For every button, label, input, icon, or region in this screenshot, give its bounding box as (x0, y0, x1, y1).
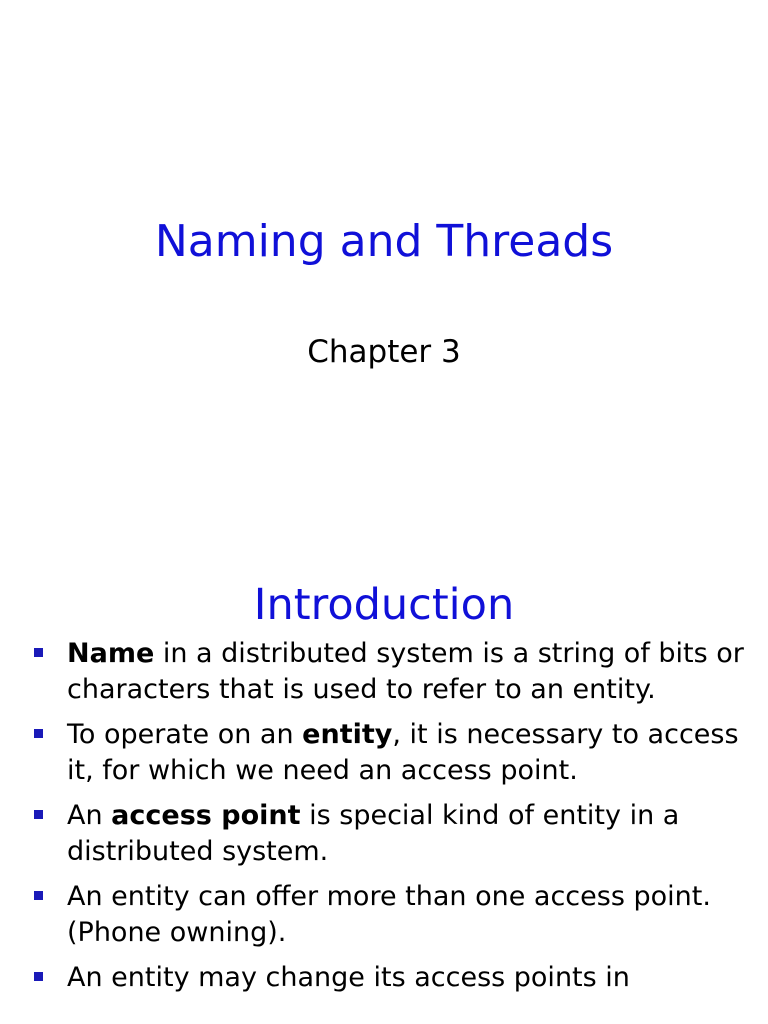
bullet-bold-term: entity (302, 719, 393, 750)
square-bullet-icon (34, 891, 43, 900)
chapter-subtitle: Chapter 3 (307, 334, 461, 370)
square-bullet-icon (34, 972, 43, 981)
bullet-item (0, 960, 768, 996)
section-heading: Introduction (253, 580, 515, 630)
square-bullet-icon (34, 810, 43, 819)
bullet-text: is special kind of entity in a distributed system. (67, 800, 680, 867)
bullet-text: To operate on an (67, 719, 303, 750)
bullet-text: An (67, 800, 112, 831)
square-bullet-icon (34, 729, 43, 738)
bullet-bold-term: access point (111, 800, 301, 831)
bullet-item (0, 717, 768, 789)
bullet-item (0, 798, 768, 870)
slide-title: Naming and Threads (154, 216, 614, 267)
bullet-bold-term: Name (67, 638, 155, 669)
square-bullet-icon (34, 648, 43, 657)
bullet-item (0, 879, 768, 951)
bullet-text: An entity may change its access points in (67, 962, 630, 993)
bullet-text: , it is necessary to access it, for which we need an access point. (67, 719, 739, 786)
bullet-list (0, 636, 768, 1005)
bullet-text: in a distributed system is a string of bits or characters that is used to refer to an entity. (67, 638, 744, 705)
bullet-text: An entity can offer more than one access point. (Phone owning). (67, 881, 711, 948)
bullet-item (0, 636, 768, 708)
